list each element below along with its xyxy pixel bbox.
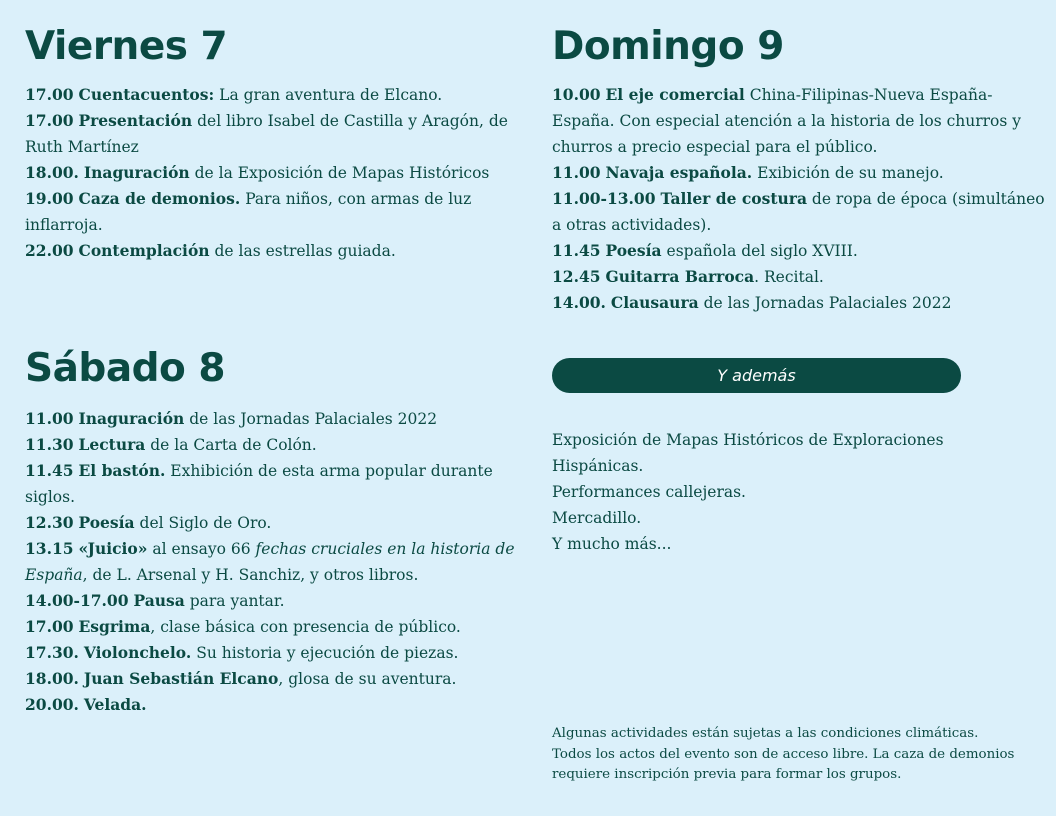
extras-label: Y además xyxy=(717,366,796,385)
footnote xyxy=(552,724,1032,786)
list-item: 11.30 Lectura de la Carta de Colón. xyxy=(25,435,317,454)
sunday-heading: Domingo 9 xyxy=(552,24,784,69)
list-item: 17.00 Presentación del libro Isabel de Castilla y Aragón, de Ruth Martínez xyxy=(25,111,508,156)
list-item: 17.30. Violonchelo. Su historia y ejecución de piezas. xyxy=(25,643,459,662)
list-item: 14.00-17.00 Pausa para yantar. xyxy=(25,591,285,610)
extras-banner xyxy=(552,358,961,393)
list-item: 11.45 El bastón. Exhibición de esta arma popular durante siglos. xyxy=(25,461,493,506)
footnote-line: Todos los actos del evento son de acceso libre. La caza de demonios requiere inscripción previa para formar los grupos. xyxy=(552,746,1015,782)
list-item: 14.00. Clausaura de las Jornadas Palaciales 2022 xyxy=(552,293,952,312)
friday-heading: Viernes 7 xyxy=(25,24,228,69)
footnote-line: Algunas actividades están sujetas a las condiciones climáticas. xyxy=(552,726,979,741)
saturday-schedule xyxy=(25,406,525,718)
list-item: 20.00. Velada. xyxy=(25,695,147,714)
friday-schedule xyxy=(25,82,525,264)
list-item: 11.45 Poesía española del siglo XVIII. xyxy=(552,241,858,260)
saturday-heading: Sábado 8 xyxy=(25,346,226,391)
list-item: 12.30 Poesía del Siglo de Oro. xyxy=(25,513,272,532)
list-item: 18.00. Inaguración de la Exposición de Mapas Históricos xyxy=(25,163,490,182)
list-item: 13.15 «Juicio» al ensayo 66 fechas cruciales en la historia de España, de L. Arsenal y H. Sanchiz, y otros libros. xyxy=(25,539,515,584)
list-item: 11.00 Navaja española. Exibición de su manejo. xyxy=(552,163,944,182)
list-item: 11.00-13.00 Taller de costura de ropa de época (simultáneo a otras actividades). xyxy=(552,189,1045,234)
extras-list xyxy=(552,427,1012,557)
sunday-schedule xyxy=(552,82,1050,316)
list-item: Mercadillo. xyxy=(552,509,642,527)
list-item: 17.00 Cuentacuentos: La gran aventura de Elcano. xyxy=(25,85,443,104)
list-item: 17.00 Esgrima, clase básica con presencia de público. xyxy=(25,617,461,636)
list-item: 18.00. Juan Sebastián Elcano, glosa de su aventura. xyxy=(25,669,457,688)
list-item: 10.00 El eje comercial China-Filipinas-Nueva España-España. Con especial atención a la historia de los churros y churros a precio especial para el público. xyxy=(552,85,1022,156)
list-item: 11.00 Inaguración de las Jornadas Palaciales 2022 xyxy=(25,409,438,428)
list-item: 22.00 Contemplación de las estrellas guiada. xyxy=(25,241,396,260)
list-item: Performances callejeras. xyxy=(552,483,746,501)
list-item: 12.45 Guitarra Barroca. Recital. xyxy=(552,267,824,286)
list-item: Exposición de Mapas Históricos de Exploraciones Hispánicas. xyxy=(552,431,944,475)
list-item: Y mucho más... xyxy=(552,535,672,553)
list-item: 19.00 Caza de demonios. Para niños, con armas de luz inflarroja. xyxy=(25,189,472,234)
